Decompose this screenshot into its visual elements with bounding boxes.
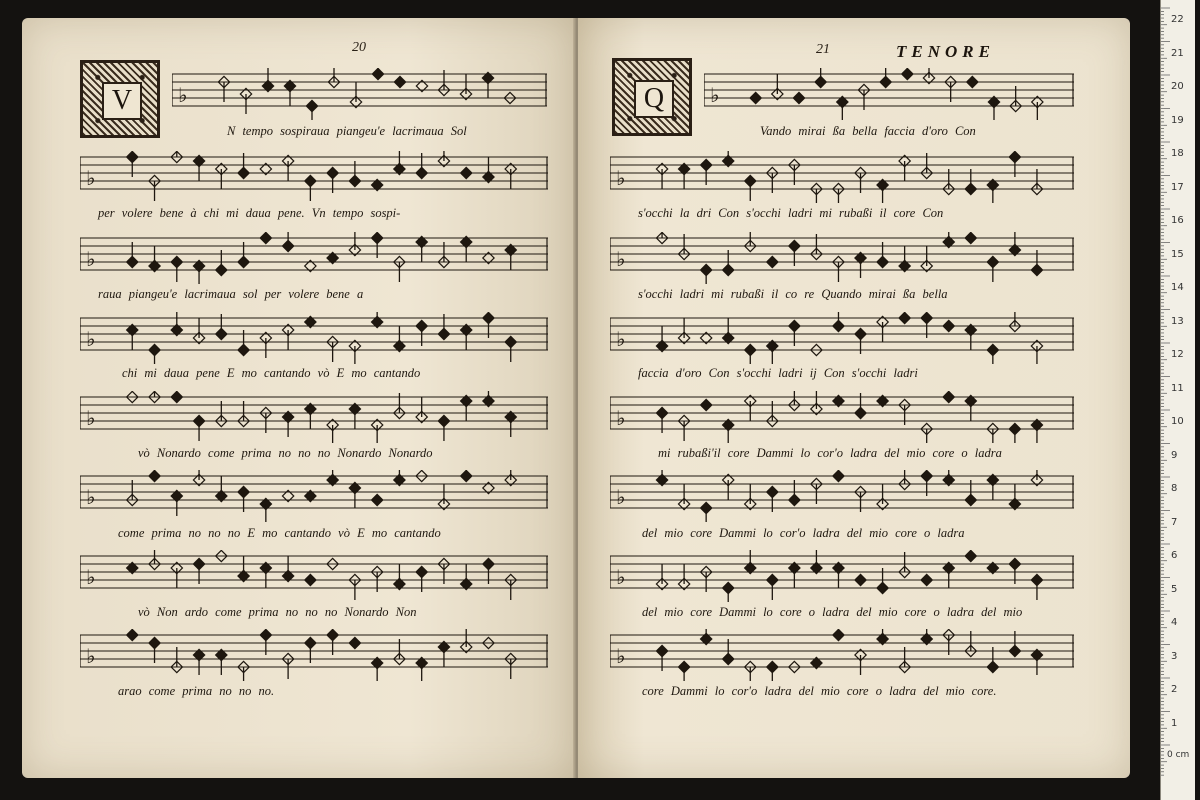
music-note bbox=[855, 649, 866, 675]
music-note bbox=[216, 649, 227, 675]
lyric-line: del mio core Dammi lo cor'o ladra del mio core o ladra bbox=[642, 526, 965, 540]
music-note bbox=[943, 470, 954, 486]
lyric-line: vò Nonardo come prima no no no Nonardo Nonardo bbox=[138, 446, 433, 460]
music-note bbox=[701, 629, 712, 645]
music-note bbox=[745, 661, 756, 681]
music-note bbox=[772, 74, 783, 100]
music-note bbox=[1009, 423, 1020, 443]
lyric-line: faccia d'oro Con s'occhi ladri ij Con s'occhi ladri bbox=[638, 366, 918, 380]
music-note bbox=[921, 423, 932, 443]
music-note bbox=[855, 574, 866, 585]
music-note bbox=[505, 470, 516, 486]
ruler-mark: 5 bbox=[1171, 583, 1178, 595]
music-note bbox=[723, 318, 734, 344]
flat-icon: ♭ bbox=[616, 565, 626, 589]
flat-icon: ♭ bbox=[86, 644, 96, 668]
music-note bbox=[656, 564, 667, 590]
music-note bbox=[855, 252, 866, 278]
music-note bbox=[745, 344, 756, 364]
staff-graphic bbox=[80, 232, 548, 284]
music-staff bbox=[80, 312, 548, 364]
music-note bbox=[216, 163, 227, 189]
music-note bbox=[833, 312, 844, 332]
staff-graphic bbox=[610, 470, 1074, 522]
music-note bbox=[305, 175, 316, 201]
staff-graphic bbox=[610, 391, 1074, 443]
music-note bbox=[678, 484, 689, 510]
lyric-line: core Dammi lo cor'o ladra del mio core o ladra del mio core. bbox=[642, 684, 997, 698]
staff-graphic bbox=[80, 151, 548, 203]
music-note bbox=[899, 246, 910, 272]
music-note bbox=[921, 629, 932, 645]
flat-icon: ♭ bbox=[178, 83, 188, 107]
music-note bbox=[262, 68, 273, 92]
music-note bbox=[438, 484, 449, 510]
music-note bbox=[965, 395, 976, 421]
ruler-ticks bbox=[1161, 0, 1195, 800]
music-note bbox=[438, 151, 449, 167]
music-note bbox=[1031, 419, 1042, 443]
music-note bbox=[127, 629, 138, 641]
music-note bbox=[394, 256, 405, 282]
music-note bbox=[394, 151, 405, 175]
music-note bbox=[327, 336, 338, 362]
music-note bbox=[833, 629, 844, 641]
music-note bbox=[461, 236, 472, 262]
music-note bbox=[811, 391, 822, 415]
music-note bbox=[327, 470, 338, 486]
music-note bbox=[372, 494, 383, 505]
music-note bbox=[461, 395, 472, 421]
music-note bbox=[745, 484, 756, 510]
music-note bbox=[238, 556, 249, 582]
music-note bbox=[811, 183, 822, 203]
ruler-mark: 1 bbox=[1171, 717, 1178, 729]
music-note bbox=[171, 391, 182, 403]
music-note bbox=[899, 470, 910, 490]
initial-letter: V bbox=[102, 82, 142, 120]
music-note bbox=[416, 657, 427, 681]
flat-icon: ♭ bbox=[86, 327, 96, 351]
music-note bbox=[750, 92, 761, 103]
music-staff bbox=[610, 550, 1074, 602]
right-page bbox=[578, 18, 1130, 778]
lyric-line: Vando mirai ßa bella faccia d'oro Con bbox=[760, 124, 976, 138]
music-note bbox=[149, 470, 160, 482]
ruler-mark: 2 bbox=[1171, 684, 1178, 695]
music-note bbox=[372, 312, 383, 328]
music-staff bbox=[80, 391, 548, 443]
music-note bbox=[349, 482, 360, 508]
ruler-mark: 13 bbox=[1171, 315, 1184, 327]
music-note bbox=[1031, 340, 1042, 364]
music-note bbox=[987, 474, 998, 500]
music-note bbox=[815, 68, 826, 88]
music-note bbox=[216, 476, 227, 502]
music-note bbox=[394, 564, 405, 590]
music-note bbox=[505, 244, 516, 270]
music-note bbox=[171, 490, 182, 516]
music-note bbox=[811, 550, 822, 574]
music-note bbox=[987, 256, 998, 282]
music-note bbox=[902, 68, 913, 80]
music-note bbox=[701, 399, 712, 410]
music-note bbox=[482, 72, 493, 98]
ruler-mark: 11 bbox=[1171, 382, 1184, 394]
music-note bbox=[505, 574, 516, 600]
ruler-mark: 21 bbox=[1171, 47, 1184, 59]
music-note bbox=[678, 318, 689, 344]
measurement-ruler bbox=[1160, 0, 1195, 800]
music-staff bbox=[80, 470, 548, 522]
decorated-initial bbox=[612, 58, 692, 136]
music-note bbox=[306, 100, 317, 120]
music-note bbox=[349, 340, 360, 364]
music-note bbox=[193, 155, 204, 181]
music-note bbox=[1031, 574, 1042, 600]
music-note bbox=[149, 344, 160, 364]
music-note bbox=[899, 312, 910, 324]
ruler-mark: 20 bbox=[1171, 81, 1184, 92]
music-note bbox=[193, 415, 204, 441]
music-note bbox=[461, 470, 472, 482]
staff-graphic bbox=[610, 629, 1074, 681]
music-note bbox=[1032, 96, 1043, 120]
staff-graphic bbox=[80, 550, 548, 602]
lyric-line: chi mi daua pene E mo cantando vò E mo cantando bbox=[122, 366, 421, 380]
music-note bbox=[923, 68, 934, 84]
music-note bbox=[965, 232, 976, 244]
music-note bbox=[349, 232, 360, 256]
music-note bbox=[1009, 312, 1020, 332]
music-note bbox=[987, 423, 998, 443]
music-note bbox=[149, 175, 160, 201]
music-note bbox=[943, 391, 954, 403]
music-note bbox=[171, 312, 182, 336]
music-staff bbox=[80, 550, 548, 602]
music-note bbox=[394, 326, 405, 352]
lyric-line: N tempo sospiraua piangeu'e lacrimaua Sol bbox=[227, 124, 467, 138]
music-note bbox=[833, 562, 844, 588]
music-note bbox=[349, 637, 360, 648]
music-note bbox=[238, 661, 249, 681]
ruler-unit-label: 0 cm bbox=[1167, 750, 1190, 760]
music-note bbox=[988, 96, 999, 120]
music-note bbox=[656, 163, 667, 189]
staff-graphic bbox=[172, 68, 547, 120]
ruler-mark: 14 bbox=[1171, 282, 1184, 293]
music-staff bbox=[80, 232, 548, 284]
music-note bbox=[327, 419, 338, 443]
music-note bbox=[461, 167, 472, 178]
music-note bbox=[171, 256, 182, 282]
music-note bbox=[656, 470, 667, 486]
ruler-mark: 10 bbox=[1171, 416, 1184, 427]
music-note bbox=[372, 419, 383, 443]
music-note bbox=[193, 470, 204, 486]
music-note bbox=[833, 183, 844, 203]
music-note bbox=[745, 550, 756, 574]
music-note bbox=[461, 324, 472, 350]
music-note bbox=[877, 179, 888, 203]
staff-graphic bbox=[80, 391, 548, 443]
lyric-line: del mio core Dammi lo core o ladra del mio core o ladra del mio bbox=[642, 605, 1023, 619]
staff-graphic bbox=[80, 470, 548, 522]
music-note bbox=[505, 411, 516, 437]
music-note bbox=[461, 564, 472, 590]
music-note bbox=[372, 657, 383, 681]
ruler-mark: 3 bbox=[1171, 650, 1178, 662]
staff-graphic bbox=[80, 312, 548, 364]
music-note bbox=[282, 155, 293, 181]
music-note bbox=[723, 474, 734, 500]
music-note bbox=[701, 264, 712, 284]
staff-graphic bbox=[610, 151, 1074, 203]
music-note bbox=[1031, 470, 1042, 486]
music-note bbox=[282, 556, 293, 582]
initial-letter: Q bbox=[634, 80, 674, 118]
lyric-line: mi rubaßi'il core Dammi lo cor'o ladra del mio core o ladra bbox=[658, 446, 1002, 460]
music-note bbox=[416, 397, 427, 423]
music-note bbox=[438, 415, 449, 441]
music-note bbox=[678, 415, 689, 441]
music-note bbox=[837, 96, 848, 120]
music-staff bbox=[80, 629, 548, 681]
ruler-mark: 7 bbox=[1171, 516, 1178, 528]
music-note bbox=[967, 76, 978, 87]
ruler-mark: 15 bbox=[1171, 248, 1184, 260]
staff-graphic bbox=[610, 232, 1074, 284]
ruler-mark: 19 bbox=[1171, 114, 1184, 126]
music-note bbox=[349, 574, 360, 600]
music-note bbox=[943, 320, 954, 331]
music-note bbox=[899, 155, 910, 181]
music-note bbox=[149, 246, 160, 272]
lyric-line: raua piangeu'e lacrimaua sol per volere bene a bbox=[98, 287, 364, 301]
music-note bbox=[767, 661, 778, 681]
ruler-mark: 22 bbox=[1171, 14, 1184, 25]
music-note bbox=[789, 562, 800, 588]
music-note bbox=[483, 391, 494, 407]
page-number: 20 bbox=[352, 40, 366, 55]
music-note bbox=[461, 629, 472, 653]
flat-icon: ♭ bbox=[86, 485, 96, 509]
music-note bbox=[767, 256, 778, 267]
ruler-mark: 18 bbox=[1171, 148, 1184, 159]
page-number: 21 bbox=[816, 42, 830, 57]
flat-icon: ♭ bbox=[616, 327, 626, 351]
running-head: TENORE bbox=[896, 42, 995, 61]
music-note bbox=[1031, 649, 1042, 675]
ruler-mark: 12 bbox=[1171, 349, 1184, 360]
music-note bbox=[149, 550, 160, 570]
music-note bbox=[394, 470, 405, 486]
music-note bbox=[372, 68, 383, 80]
music-note bbox=[349, 403, 360, 429]
music-note bbox=[171, 562, 182, 588]
music-note bbox=[793, 92, 804, 103]
music-note bbox=[282, 411, 293, 437]
music-note bbox=[921, 574, 932, 585]
ruler-mark: 6 bbox=[1171, 550, 1178, 561]
staff-graphic bbox=[610, 550, 1074, 602]
music-staff bbox=[80, 151, 548, 203]
music-note bbox=[745, 175, 756, 201]
ruler-mark: 17 bbox=[1171, 181, 1184, 193]
lyric-line: arao come prima no no no. bbox=[118, 684, 275, 698]
decorated-initial bbox=[80, 60, 160, 138]
flat-icon: ♭ bbox=[710, 83, 720, 107]
music-note bbox=[350, 82, 361, 108]
music-note bbox=[1009, 484, 1020, 510]
music-note bbox=[328, 68, 339, 88]
music-note bbox=[987, 344, 998, 364]
music-note bbox=[767, 574, 778, 600]
flat-icon: ♭ bbox=[86, 565, 96, 589]
music-note bbox=[260, 332, 271, 358]
music-note bbox=[723, 419, 734, 443]
music-note bbox=[305, 574, 316, 585]
flat-icon: ♭ bbox=[616, 644, 626, 668]
music-note bbox=[282, 324, 293, 350]
music-note bbox=[921, 246, 932, 272]
music-note bbox=[460, 74, 471, 100]
staff-graphic bbox=[610, 312, 1074, 364]
music-note bbox=[943, 562, 954, 588]
lyric-line: vò Non ardo come prima no no no Nonardo Non bbox=[138, 605, 417, 619]
music-note bbox=[701, 502, 712, 522]
music-note bbox=[505, 163, 516, 189]
music-staff bbox=[172, 68, 547, 120]
music-note bbox=[505, 653, 516, 679]
music-note bbox=[880, 68, 891, 88]
music-note bbox=[965, 324, 976, 350]
music-note bbox=[987, 179, 998, 203]
music-note bbox=[260, 562, 271, 588]
music-note bbox=[745, 395, 756, 421]
music-staff bbox=[704, 68, 1074, 120]
lyric-line: s'occhi ladri mi rubaßi il co re Quando mirai ßa bella bbox=[638, 287, 948, 301]
music-note bbox=[723, 151, 734, 167]
music-note bbox=[789, 391, 800, 411]
lyric-line: per volere bene à chi mi daua pene. Vn tempo sospi- bbox=[98, 206, 401, 220]
music-note bbox=[282, 232, 293, 252]
flat-icon: ♭ bbox=[86, 166, 96, 190]
lyric-line: s'occhi la dri Con s'occhi ladri mi rubaßi il core Con bbox=[638, 206, 944, 220]
music-note bbox=[1009, 232, 1020, 256]
music-note bbox=[193, 260, 204, 284]
flat-icon: ♭ bbox=[616, 406, 626, 430]
music-staff bbox=[610, 232, 1074, 284]
music-note bbox=[193, 649, 204, 675]
flat-icon: ♭ bbox=[86, 247, 96, 271]
music-note bbox=[193, 318, 204, 344]
music-note bbox=[416, 236, 427, 262]
flat-icon: ♭ bbox=[616, 485, 626, 509]
music-note bbox=[284, 80, 295, 106]
ruler-mark: 8 bbox=[1171, 483, 1178, 494]
music-note bbox=[965, 550, 976, 562]
music-note bbox=[483, 157, 494, 183]
left-page bbox=[22, 18, 575, 778]
staff-graphic bbox=[704, 68, 1074, 120]
flat-icon: ♭ bbox=[86, 406, 96, 430]
music-note bbox=[656, 326, 667, 352]
music-note bbox=[877, 629, 888, 645]
ruler-mark: 4 bbox=[1171, 617, 1178, 628]
flat-icon: ♭ bbox=[616, 166, 626, 190]
music-staff bbox=[610, 312, 1074, 364]
music-note bbox=[260, 498, 271, 522]
music-staff bbox=[610, 629, 1074, 681]
music-note bbox=[678, 564, 689, 590]
music-note bbox=[240, 88, 251, 114]
music-note bbox=[282, 653, 293, 679]
music-note bbox=[833, 470, 844, 482]
music-note bbox=[678, 163, 689, 189]
music-staff bbox=[610, 151, 1074, 203]
music-note bbox=[877, 484, 888, 510]
music-staff bbox=[610, 391, 1074, 443]
ruler-mark: 16 bbox=[1171, 215, 1184, 226]
music-note bbox=[127, 324, 138, 350]
lyric-line: come prima no no no E mo cantando vò E mo cantando bbox=[118, 526, 441, 540]
music-staff bbox=[610, 470, 1074, 522]
music-note bbox=[745, 232, 756, 252]
music-note bbox=[505, 336, 516, 362]
music-note bbox=[305, 403, 316, 429]
music-note bbox=[943, 232, 954, 248]
ruler-mark: 9 bbox=[1171, 449, 1178, 461]
music-note bbox=[260, 232, 271, 244]
music-note bbox=[767, 340, 778, 364]
music-note bbox=[833, 256, 844, 282]
music-note bbox=[394, 76, 405, 87]
flat-icon: ♭ bbox=[616, 247, 626, 271]
staff-graphic bbox=[80, 629, 548, 681]
music-note bbox=[438, 641, 449, 667]
music-note bbox=[723, 582, 734, 602]
music-note bbox=[678, 661, 689, 681]
music-note bbox=[877, 316, 888, 342]
